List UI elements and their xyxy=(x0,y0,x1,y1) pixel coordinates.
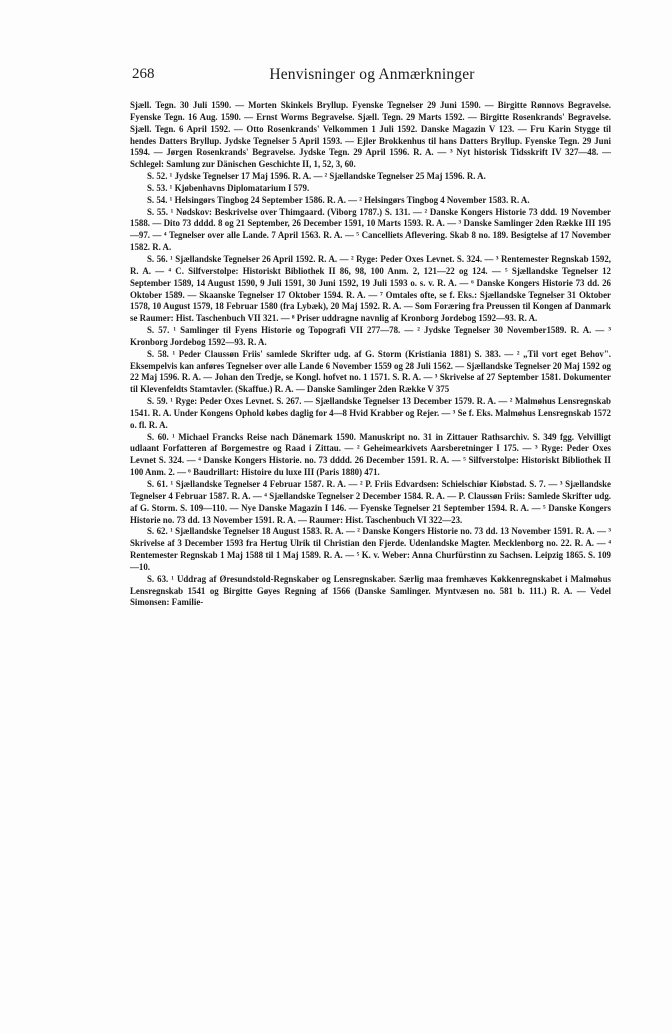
note-paragraph: S. 53. ¹ Kjøbenhavns Diplomatarium I 579. xyxy=(147,182,310,193)
note-paragraph: S. 54. ¹ Helsingørs Tingbog 24 September 1586. R. A. — ² Helsingørs Tingbog 4 November 1583. R. A. xyxy=(147,194,530,205)
page-number: 268 xyxy=(132,66,155,82)
note-paragraph: S. 55. ¹ Nødskov: Beskrivelse over Thimgaard. (Viborg 1787.) S. 131. — ² Danske Kongers Historie 73 ddd. 19 November 1588. — Dito 73 dddd. 8 og 21 September, 26 December 1591, 10 Marts 1593. R. A. — ³ Danske Samlinger 2den Række III 195—97. — ⁴ Tegnelser over alle Lande. 7 April 1563. R. A. — ⁵ Cancelliets Aflevering. Skab 8 no. 189. Besigtelse af 17 November 1582. R. A. xyxy=(130,206,611,253)
note-paragraph: S. 52. ¹ Jydske Tegnelser 17 Maj 1596. R. A. — ² Sjællandske Tegnelser 25 Maj 1596. R. A. xyxy=(147,171,486,182)
note-paragraph: S. 63. ¹ Uddrag af Øresundstold-Regnskaber og Lensregnskaber. Særlig maa fremhæves Køkkenregnskabet i Malmøhus Lensregnskab 1541 og Birgitte Gøyes Regning af 1566 (Danske Samlinger. Myntvæsen no. 581 b. 111.) R. A. — Vedel Simonsen: Familie- xyxy=(130,573,611,608)
note-paragraph: S. 62. ¹ Sjællandske Tegnelser 18 August 1583. R. A. — ² Danske Kongers Historie no. 73 dd. 13 November 1591. R. A. — ³ Skrivelse af 3 December 1593 fra Hertug Ulrik til Christian den Fjerde. Udenlandske Magter. Mecklenborg no. 22. R. A. — ⁴ Rentemester Regnskab 1 Maj 1588 til 1 Maj 1589. R. A. — ⁵ K. v. Weber: Anna Churfürstinn zu Sachsen. Leipzig 1865. S. 109—10. xyxy=(130,526,611,572)
note-paragraph: S. 60. ¹ Michael Francks Reise nach Dänemark 1590. Manuskript no. 31 in Zittauer Rathsarchiv. S. 349 fgg. Velvilligt udlaant Forfatteren af Borgemestre og Raad i Zittau. — ² Geheimearkivets Aarsberetninger I 175. — ³ Ryge: Peder Oxes Levnet S. 324. — ⁴ Danske Kongers Historie. no. 73 dddd. 26 December 1591. R. A. — ⁵ Silfverstolpe: Historiskt Bibliothek II 100 Anm. 2. — ⁶ Baudrillart: Histoire du luxe III (Paris 1880) 471. xyxy=(130,431,611,478)
note-paragraph: S. 57. ¹ Samlinger til Fyens Historie og Topografi VII 277—78. — ² Jydske Tegnelser 30 November1589. R. A. — ³ Kronborg Jordebog 1592—93. R. A. xyxy=(130,325,611,347)
running-title: Henvisninger og Anmærkninger xyxy=(269,66,475,83)
note-paragraph: S. 59. ¹ Ryge: Peder Oxes Levnet. S. 267. — Sjællandske Tegnelser 13 December 1579. R. A. — ² Malmøhus Lensregnskab 1541. R. A. Under Kongens Ophold købes daglig for 4—8 Hvid Krabber og Rejer. — ³ Se f. Eks. Malmøhus Lensregnskab 1572 o. fl. R. A. xyxy=(130,396,611,430)
note-paragraph: Sjæll. Tegn. 30 Juli 1590. — Morten Skinkels Bryllup. Fyenske Tegnelser 29 Juni 1590. — Birgitte Rønnovs Begravelse. Fyenske Tegn. 16 Aug. 1590. — Ernst Worms Begravelse. Sjæll. Tegn. 29 Marts 1592. — Birgitte Rosenkrands' Begravelse. Sjæll. Tegn. 6 April 1592. — Otto Rosenkrands' Velkommen 1 Juli 1592. Danske Magazin V 123. — Fru Karin Stygge til hendes Datters Bryllup. Jydske Tegnelser 5 April 1593. — Ejler Brokkenhus til hans Datters Bryllup. Fyenske Tegn. 29 Juni 1594. — Jørgen Rosenkrands' Begravelse. Jydske Tegn. 29 April 1596. R. A. — ³ Nyt historisk Tidsskrift IV 327—48. — Schlegel: Samlung zur Dänischen Geschichte II, 1, 52, 3, 60. xyxy=(130,100,611,170)
page-header xyxy=(132,66,612,88)
note-paragraph: S. 56. ¹ Sjællandske Tegnelser 26 April 1592. R. A. — ² Ryge: Peder Oxes Levnet. S. 324. — ³ Rentemester Regnskab 1592, R. A. — ⁴ C. Silfverstolpe: Historiskt Bibliothek II 86, 98, 100 Anm. 2, 121—22 og 124. — ⁵ Sjællandske Tegnelser 12 September 1589, 14 August 1590, 9 Juli 1591, 30 Juni 1592, 19 Juli 1593 o. s. v. R. A. — ⁶ Danske Kongers Historie 73 dd. 26 Oktober 1589. — Skaanske Tegnelser 17 Oktober 1594. R. A. — ⁷ Omtales ofte, se f. Eks.: Sjællandske Tegnelser 31 Oktober 1578, 10 August 1579, 18 Februar 1580 (fra Lybæk), 20 Maj 1592. R. A. — Som Foræring fra Preussen til Kongen af Danmark se Raumer: Hist. Taschenbuch VII 321. — ⁸ Priser uddragne navnlig af Kronborg Jordebog 1592—93. R. A. xyxy=(130,253,611,324)
note-paragraph: S. 61. ¹ Sjællandske Tegnelser 4 Februar 1587. R. A. — ² P. Friis Edvardsen: Schielschiør Kiøbstad. S. 7. — ³ Sjællandske Tegnelser 4 Februar 1587. R. A. — ⁴ Sjællandske Tegnelser 2 December 1584. R. A. — P. Claussøn Friis: Samlede Skrifter udg. af G. Storm. S. 109—110. — Nye Danske Magazin I 146. — Fyenske Tegnelser 21 September 1594. R. A. — ⁵ Danske Kongers Historie no. 73 dd. 13 November 1591. R. A. — Raumer: Hist. Taschenbuch VI 322—23. xyxy=(130,479,611,525)
note-paragraph: S. 58. ¹ Peder Claussøn Friis' samlede Skrifter udg. af G. Storm (Kristiania 1881) S. 383. — ² „Til vort eget Behov". Eksempelvis kan anføres Tegnelser over alle Lande 6 November 1559 og 28 Juli 1562. — Sjællandske Tegnelser 20 Maj 1592 og 22 Maj 1596. R. A. — Johan den Tredje, se Kongl. hofvet no. 1 1571. S. R. A. — ³ Skrivelse af 27 September 1581. Dokumenter til Klevenfeldts Stamtavler. (Skaffue.) R. A. — Danske Samlinger 2den Række V 375 xyxy=(130,348,611,395)
notes-body xyxy=(130,100,611,609)
